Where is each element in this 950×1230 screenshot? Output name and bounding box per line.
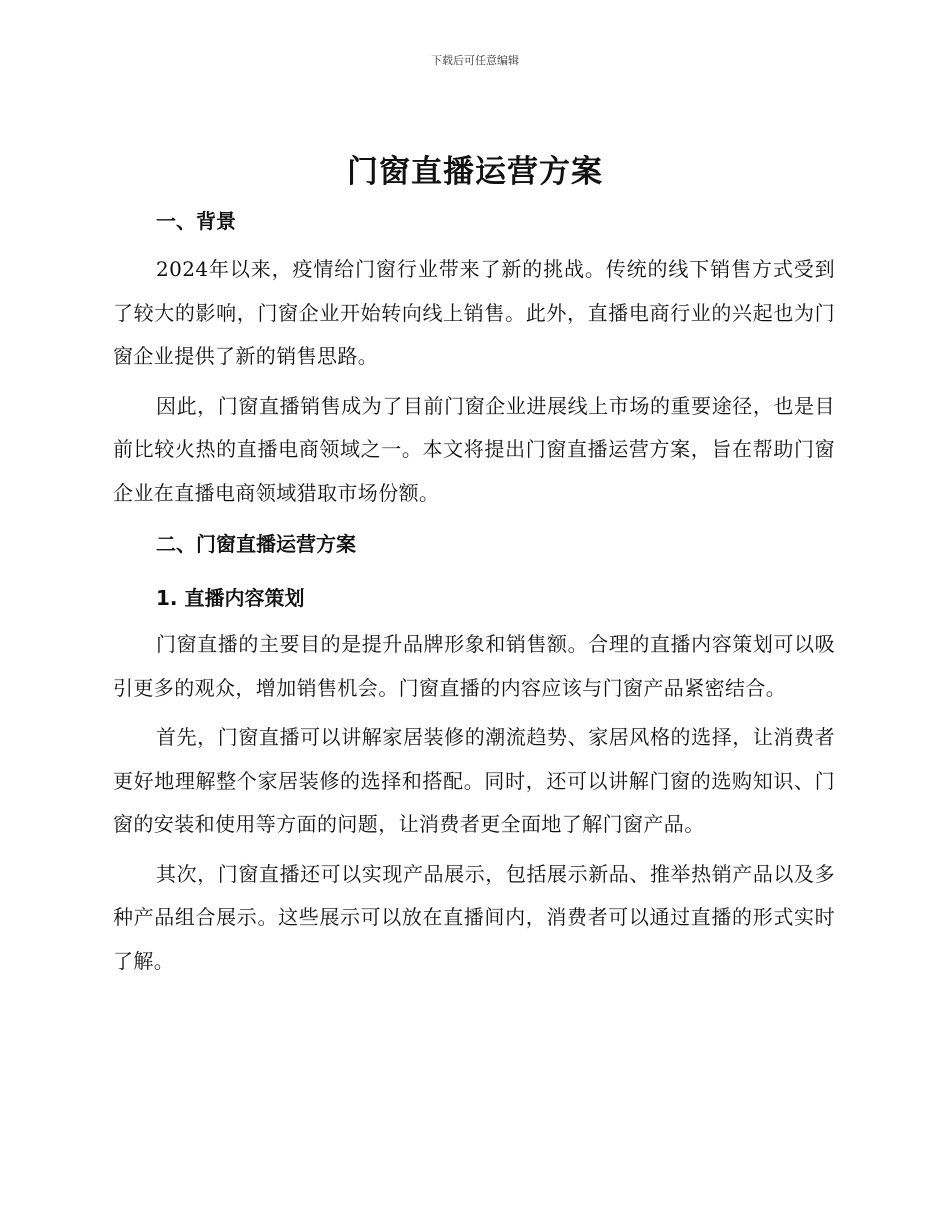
section-heading-plan: 二、门窗直播运营方案 [156,532,356,556]
subsection-heading-content-planning: 1. 直播内容策划 [156,586,305,610]
paragraph: 2024年以来，疫情给门窗行业带来了新的挑战。传统的线下销售方式受到了较大的影响，门窗企业开始转向线上销售。此外，直播电商行业的兴起也为门窗企业提供了新的销售思路。 [113,257,835,368]
document-body [113,200,835,983]
paragraph: 其次，门窗直播还可以实现产品展示，包括展示新品、推举热销产品以及多种产品组合展示。这些展示可以放在直播间内，消费者可以通过直播的形式实时了解。 [113,861,835,973]
paragraph: 门窗直播的主要目的是提升品牌形象和销售额。合理的直播内容策划可以吸引更多的观众，增加销售机会。门窗直播的内容应该与门窗产品紧密结合。 [113,632,835,700]
section-heading-background: 一、背景 [156,209,236,233]
paragraph: 首先，门窗直播可以讲解家居装修的潮流趋势、家居风格的选择，让消费者更好地理解整个家居装修的选择和搭配。同时，还可以讲解门窗的选购知识、门窗的安装和使用等方面的问题，让消费者更全面地了解门窗产品。 [113,725,835,836]
document-title: 门窗直播运营方案 [347,154,603,190]
paragraph: 因此，门窗直播销售成为了目前门窗企业进展线上市场的重要途径，也是目前比较火热的直播电商领域之一。本文将提出门窗直播运营方案，旨在帮助门窗企业在直播电商领域猎取市场份额。 [113,393,835,505]
page-header-note: 下载后可任意编辑 [431,54,519,67]
